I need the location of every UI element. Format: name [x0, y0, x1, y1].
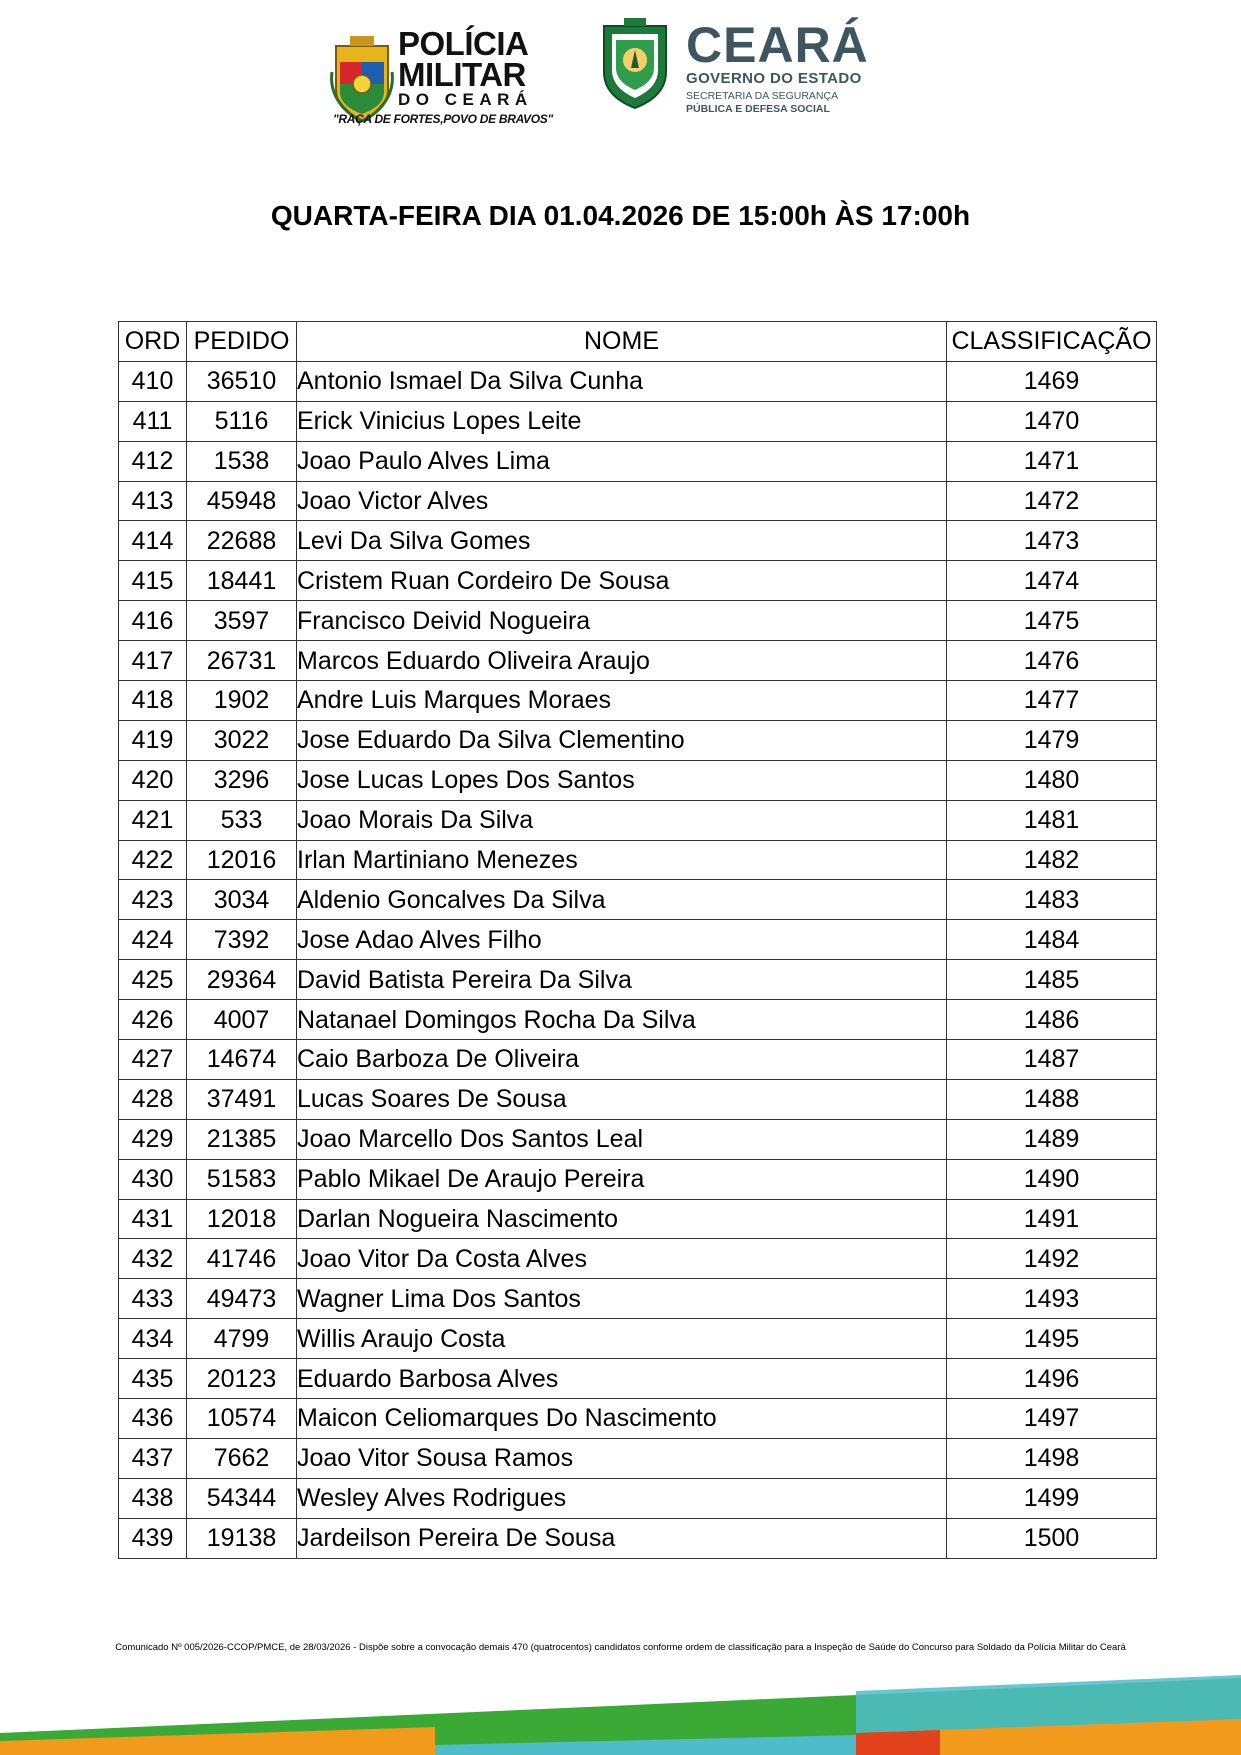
pm-line3: DO CEARÁ [398, 90, 533, 109]
table-row [119, 641, 1157, 681]
cell-nome: Erick Vinicius Lopes Leite [297, 401, 947, 441]
cell-ord: 432 [119, 1239, 187, 1279]
table-row [119, 1119, 1157, 1159]
table-row [119, 1079, 1157, 1119]
cell-classificacao: 1485 [947, 960, 1157, 1000]
pm-line2: MILITAR [398, 56, 526, 93]
table-row [119, 760, 1157, 800]
ceara-logo [598, 16, 908, 128]
ceara-crest-icon [598, 16, 672, 110]
cell-nome: David Batista Pereira Da Silva [297, 960, 947, 1000]
col-header-nome: NOME [297, 322, 947, 362]
cell-nome: Andre Luis Marques Moraes [297, 681, 947, 721]
table-row [119, 1359, 1157, 1399]
cell-pedido: 1902 [187, 681, 297, 721]
cell-nome: Joao Marcello Dos Santos Leal [297, 1119, 947, 1159]
cell-nome: Maicon Celiomarques Do Nascimento [297, 1399, 947, 1439]
cell-nome: Jose Eduardo Da Silva Clementino [297, 720, 947, 760]
cell-classificacao: 1489 [947, 1119, 1157, 1159]
pm-crest-icon [328, 32, 396, 122]
col-header-pedido: PEDIDO [187, 322, 297, 362]
ceara-secretaria-line2: PÚBLICA E DEFESA SOCIAL [686, 103, 830, 115]
cell-pedido: 4007 [187, 1000, 297, 1040]
cell-ord: 431 [119, 1199, 187, 1239]
cell-ord: 425 [119, 960, 187, 1000]
cell-ord: 410 [119, 361, 187, 401]
table-row [119, 681, 1157, 721]
candidate-table [118, 321, 1157, 1559]
table-row [119, 441, 1157, 481]
cell-classificacao: 1491 [947, 1199, 1157, 1239]
cell-ord: 427 [119, 1040, 187, 1080]
table-row [119, 561, 1157, 601]
cell-pedido: 22688 [187, 521, 297, 561]
cell-pedido: 3022 [187, 720, 297, 760]
cell-nome: Jardeilson Pereira De Sousa [297, 1518, 947, 1558]
cell-nome: Wesley Alves Rodrigues [297, 1478, 947, 1518]
cell-classificacao: 1481 [947, 800, 1157, 840]
cell-nome: Irlan Martiniano Menezes [297, 840, 947, 880]
cell-ord: 438 [119, 1478, 187, 1518]
cell-ord: 418 [119, 681, 187, 721]
cell-classificacao: 1497 [947, 1399, 1157, 1439]
cell-classificacao: 1486 [947, 1000, 1157, 1040]
cell-pedido: 51583 [187, 1159, 297, 1199]
cell-ord: 437 [119, 1438, 187, 1478]
cell-ord: 411 [119, 401, 187, 441]
cell-classificacao: 1487 [947, 1040, 1157, 1080]
cell-ord: 424 [119, 920, 187, 960]
cell-ord: 421 [119, 800, 187, 840]
cell-ord: 417 [119, 641, 187, 681]
footnote: Comunicado Nº 005/2026-CCOP/PMCE, de 28/03/2026 - Dispõe sobre a convocação demais 470 (quatrocentos) candidatos conforme ordem de classificação para a Inspeção de Saúde do Concurso para Soldado da Polícia Militar do Ceará [115, 1642, 1126, 1653]
cell-ord: 433 [119, 1279, 187, 1319]
cell-nome: Joao Paulo Alves Lima [297, 441, 947, 481]
cell-pedido: 5116 [187, 401, 297, 441]
table-row [119, 1239, 1157, 1279]
cell-pedido: 26731 [187, 641, 297, 681]
table-row [119, 401, 1157, 441]
cell-nome: Levi Da Silva Gomes [297, 521, 947, 561]
cell-nome: Antonio Ismael Da Silva Cunha [297, 361, 947, 401]
cell-pedido: 14674 [187, 1040, 297, 1080]
table-row [119, 800, 1157, 840]
cell-pedido: 3034 [187, 880, 297, 920]
pm-line1: POLÍCIA [398, 25, 529, 62]
col-header-classificacao: CLASSIFICAÇÃO [947, 322, 1157, 362]
table-row [119, 1040, 1157, 1080]
table-row [119, 481, 1157, 521]
table-row [119, 1438, 1157, 1478]
cell-pedido: 533 [187, 800, 297, 840]
cell-pedido: 29364 [187, 960, 297, 1000]
cell-classificacao: 1476 [947, 641, 1157, 681]
table-row [119, 1199, 1157, 1239]
cell-ord: 436 [119, 1399, 187, 1439]
cell-ord: 434 [119, 1319, 187, 1359]
cell-ord: 426 [119, 1000, 187, 1040]
cell-pedido: 45948 [187, 481, 297, 521]
cell-nome: Joao Victor Alves [297, 481, 947, 521]
page-title: QUARTA-FEIRA DIA 01.04.2026 DE 15:00h ÀS 17:00h [270, 200, 971, 231]
table-row [119, 1399, 1157, 1439]
cell-pedido: 36510 [187, 361, 297, 401]
cell-pedido: 10574 [187, 1399, 297, 1439]
cell-pedido: 3296 [187, 760, 297, 800]
cell-ord: 423 [119, 880, 187, 920]
cell-pedido: 4799 [187, 1319, 297, 1359]
cell-ord: 430 [119, 1159, 187, 1199]
cell-ord: 439 [119, 1518, 187, 1558]
cell-pedido: 21385 [187, 1119, 297, 1159]
cell-nome: Joao Morais Da Silva [297, 800, 947, 840]
cell-pedido: 3597 [187, 601, 297, 641]
cell-classificacao: 1477 [947, 681, 1157, 721]
cell-classificacao: 1495 [947, 1319, 1157, 1359]
cell-classificacao: 1469 [947, 361, 1157, 401]
cell-ord: 428 [119, 1079, 187, 1119]
cell-nome: Joao Vitor Da Costa Alves [297, 1239, 947, 1279]
cell-classificacao: 1490 [947, 1159, 1157, 1199]
cell-nome: Pablo Mikael De Araujo Pereira [297, 1159, 947, 1199]
cell-nome: Cristem Ruan Cordeiro De Sousa [297, 561, 947, 601]
cell-pedido: 7392 [187, 920, 297, 960]
table-row [119, 1478, 1157, 1518]
table-row [119, 840, 1157, 880]
ceara-secretaria-line1: SECRETARIA DA SEGURANÇA [686, 90, 839, 102]
table-row [119, 521, 1157, 561]
cell-classificacao: 1475 [947, 601, 1157, 641]
cell-ord: 416 [119, 601, 187, 641]
cell-classificacao: 1474 [947, 561, 1157, 601]
cell-pedido: 19138 [187, 1518, 297, 1558]
cell-nome: Francisco Deivid Nogueira [297, 601, 947, 641]
table-row [119, 1000, 1157, 1040]
cell-classificacao: 1499 [947, 1478, 1157, 1518]
table-row [119, 1279, 1157, 1319]
cell-ord: 435 [119, 1359, 187, 1399]
cell-pedido: 49473 [187, 1279, 297, 1319]
cell-nome: Marcos Eduardo Oliveira Araujo [297, 641, 947, 681]
cell-pedido: 7662 [187, 1438, 297, 1478]
cell-classificacao: 1483 [947, 880, 1157, 920]
pm-logo [328, 25, 553, 132]
cell-nome: Willis Araujo Costa [297, 1319, 947, 1359]
cell-nome: Lucas Soares De Sousa [297, 1079, 947, 1119]
cell-nome: Darlan Nogueira Nascimento [297, 1199, 947, 1239]
cell-pedido: 41746 [187, 1239, 297, 1279]
table-row [119, 880, 1157, 920]
ceara-gov: GOVERNO DO ESTADO [686, 70, 862, 87]
cell-classificacao: 1500 [947, 1518, 1157, 1558]
cell-ord: 422 [119, 840, 187, 880]
pm-wordmark [398, 25, 558, 110]
cell-classificacao: 1498 [947, 1438, 1157, 1478]
table-row [119, 920, 1157, 960]
col-header-ord: ORD [119, 322, 187, 362]
cell-ord: 415 [119, 561, 187, 601]
cell-pedido: 20123 [187, 1359, 297, 1399]
cell-nome: Natanael Domingos Rocha Da Silva [297, 1000, 947, 1040]
cell-classificacao: 1493 [947, 1279, 1157, 1319]
cell-nome: Jose Lucas Lopes Dos Santos [297, 760, 947, 800]
cell-nome: Aldenio Goncalves Da Silva [297, 880, 947, 920]
cell-ord: 420 [119, 760, 187, 800]
cell-classificacao: 1473 [947, 521, 1157, 561]
cell-pedido: 12016 [187, 840, 297, 880]
cell-classificacao: 1472 [947, 481, 1157, 521]
table-body [119, 361, 1157, 1558]
cell-nome: Eduardo Barbosa Alves [297, 1359, 947, 1399]
cell-classificacao: 1496 [947, 1359, 1157, 1399]
table-row [119, 960, 1157, 1000]
cell-classificacao: 1479 [947, 720, 1157, 760]
cell-ord: 412 [119, 441, 187, 481]
cell-ord: 429 [119, 1119, 187, 1159]
cell-pedido: 54344 [187, 1478, 297, 1518]
cell-classificacao: 1470 [947, 401, 1157, 441]
pm-motto: "RAÇA DE FORTES,POVO DE BRAVOS" [333, 112, 553, 126]
table-row [119, 720, 1157, 760]
cell-nome: Jose Adao Alves Filho [297, 920, 947, 960]
table-row [119, 1518, 1157, 1558]
cell-classificacao: 1484 [947, 920, 1157, 960]
cell-nome: Caio Barboza De Oliveira [297, 1040, 947, 1080]
cell-pedido: 18441 [187, 561, 297, 601]
cell-classificacao: 1492 [947, 1239, 1157, 1279]
cell-pedido: 1538 [187, 441, 297, 481]
table-row [119, 1159, 1157, 1199]
ceara-wordmark [686, 17, 869, 116]
cell-pedido: 37491 [187, 1079, 297, 1119]
cell-classificacao: 1482 [947, 840, 1157, 880]
table-row [119, 361, 1157, 401]
cell-ord: 413 [119, 481, 187, 521]
cell-classificacao: 1480 [947, 760, 1157, 800]
cell-nome: Joao Vitor Sousa Ramos [297, 1438, 947, 1478]
table-row [119, 1319, 1157, 1359]
table-header-row [119, 322, 1157, 362]
cell-nome: Wagner Lima Dos Santos [297, 1279, 947, 1319]
footer-color-band [0, 1675, 1241, 1755]
cell-pedido: 12018 [187, 1199, 297, 1239]
cell-classificacao: 1471 [947, 441, 1157, 481]
ceara-name: CEARÁ [686, 17, 869, 73]
cell-ord: 419 [119, 720, 187, 760]
table-row [119, 601, 1157, 641]
cell-ord: 414 [119, 521, 187, 561]
cell-classificacao: 1488 [947, 1079, 1157, 1119]
